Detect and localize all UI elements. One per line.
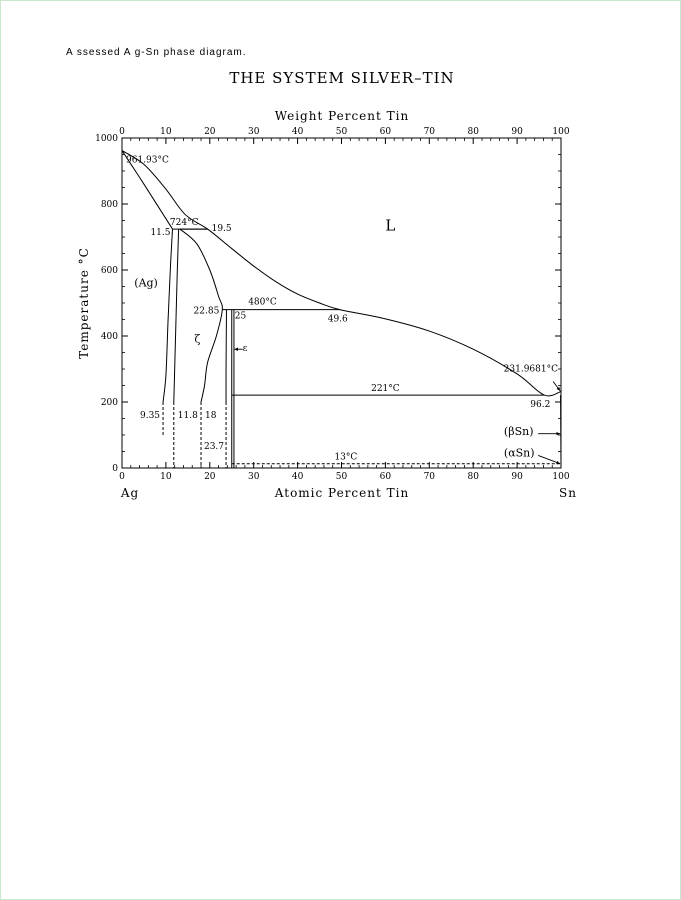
x2-tick-label: 10 xyxy=(160,127,172,137)
x2-tick-label: 30 xyxy=(247,127,260,137)
value-annotation: 11.5 xyxy=(150,228,171,239)
end-label-sn: Sn xyxy=(559,486,577,500)
phase-boundary-Ag-solvus xyxy=(163,229,172,402)
value-annotation: 19.5 xyxy=(211,224,232,235)
value-annotation: 9.35 xyxy=(139,411,161,421)
x2-tick-label: 70 xyxy=(423,127,436,137)
end-label-ag: Ag xyxy=(120,486,140,500)
x2-tick-label: 100 xyxy=(552,127,570,137)
y-tick-label: 400 xyxy=(100,332,118,342)
labels-layer xyxy=(126,156,560,465)
figure-caption: A ssessed A g-Sn phase diagram. xyxy=(66,47,247,58)
phase-boundary-zeta-left xyxy=(174,229,179,402)
x-tick-label: 80 xyxy=(467,472,479,482)
value-annotation: 49.6 xyxy=(327,314,348,325)
phase-boundary-liquidus xyxy=(122,151,561,396)
value-annotation: 13°C xyxy=(334,452,358,463)
chart-title: THE SYSTEM SILVER–TIN xyxy=(229,69,455,87)
phase-region-label: ζ xyxy=(194,332,201,346)
phase-region-label: (Ag) xyxy=(134,276,158,290)
value-annotation: 96.2 xyxy=(530,400,551,411)
y-axis-title: Temperature °C xyxy=(77,247,91,359)
y-tick-label: 1000 xyxy=(95,134,118,144)
y-tick-label: 600 xyxy=(100,266,118,276)
x-tick-label: 100 xyxy=(552,472,570,482)
x2-tick-label: 50 xyxy=(335,127,348,137)
value-annotation: 221°C xyxy=(371,384,400,395)
x2-tick-label: 90 xyxy=(511,127,523,137)
value-annotation: 22.85 xyxy=(193,306,220,317)
ticks-layer xyxy=(95,127,570,482)
x2-tick-label: 60 xyxy=(379,127,392,137)
x-tick-label: 10 xyxy=(160,472,172,482)
x2-tick-label: 0 xyxy=(119,127,125,137)
x2-tick-label: 20 xyxy=(204,127,216,137)
value-annotation: 724°C xyxy=(169,218,199,229)
x-tick-label: 50 xyxy=(335,472,348,482)
value-annotation: 18 xyxy=(205,411,217,421)
top-axis-title: Weight Percent Tin xyxy=(274,109,410,123)
phase-region-label: (αSn) xyxy=(503,446,535,460)
x-tick-label: 30 xyxy=(247,472,260,482)
epsilon-arrow-head xyxy=(234,347,238,350)
x-tick-label: 20 xyxy=(204,472,216,482)
phase-region-label: (βSn) xyxy=(503,425,534,438)
x-tick-label: 60 xyxy=(379,472,392,482)
value-annotation: 11.8 xyxy=(177,411,198,421)
x2-tick-label: 40 xyxy=(291,127,304,137)
phase-region-label: ε xyxy=(242,343,248,354)
x2-tick-label: 80 xyxy=(467,127,479,137)
value-annotation: 480°C xyxy=(248,297,277,308)
y-tick-label: 0 xyxy=(112,464,118,474)
x-tick-label: 0 xyxy=(119,472,125,482)
phase-region-label: L xyxy=(385,216,396,235)
bottom-axis-title: Atomic Percent Tin xyxy=(274,486,410,500)
x-tick-label: 40 xyxy=(291,472,304,482)
x-tick-label: 70 xyxy=(423,472,436,482)
value-annotation: 231.9681°C xyxy=(503,364,558,375)
value-annotation: 23.7 xyxy=(203,441,225,452)
value-annotation: 961.93°C xyxy=(126,155,169,166)
y-tick-label: 800 xyxy=(100,200,118,210)
y-tick-label: 200 xyxy=(100,398,118,408)
value-annotation: 25 xyxy=(234,311,247,322)
x-tick-label: 90 xyxy=(511,472,523,482)
